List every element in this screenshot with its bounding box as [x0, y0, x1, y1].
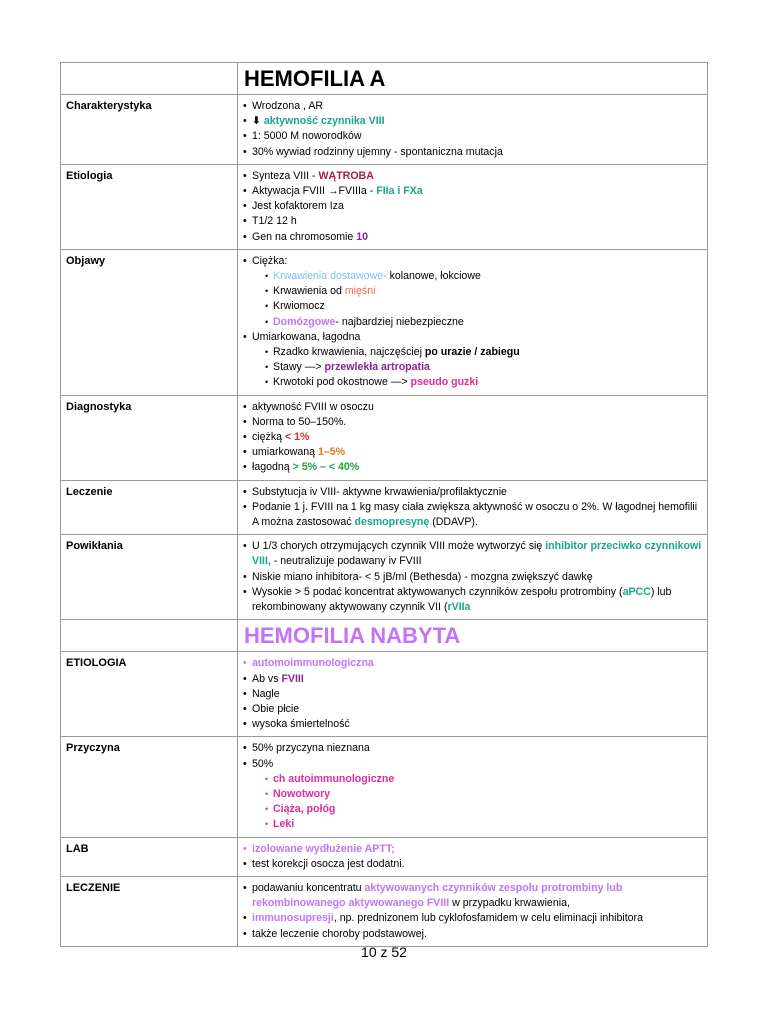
- text-segment: podawaniu koncentratu: [252, 881, 365, 894]
- list-item: [242, 500, 703, 530]
- text-segment: FVIII: [281, 672, 304, 685]
- text-segment: immunosupresji: [252, 912, 334, 925]
- title-empty-cell: [61, 620, 238, 652]
- row-label: Przyczyna: [61, 737, 238, 837]
- text-segment: - neutralizuje podawany iv FVIII: [270, 555, 422, 568]
- bullet-list: [242, 99, 703, 160]
- text-segment: Podanie 1 j. FVIII na 1 kg masy ciała zwiększa aktywność w osoczu o 2%. W łagodnej hemofilii A można zastosować: [252, 500, 698, 529]
- row-charakterystyka: [61, 95, 708, 165]
- sub-list-item: [242, 817, 703, 832]
- list-item: [242, 842, 703, 857]
- text-segment: wysoka śmiertelność: [252, 718, 350, 731]
- sub-list-item: [242, 375, 703, 390]
- text-segment: Krwiomocz: [273, 300, 325, 313]
- row-content: [238, 395, 708, 480]
- text-segment: pseudo guzki: [410, 376, 479, 389]
- text-segment: Jest kofaktorem Iza: [252, 200, 344, 213]
- list-item: [242, 911, 703, 926]
- title-row-b: [61, 620, 708, 652]
- row-content: [238, 249, 708, 395]
- bullet-list: [242, 881, 703, 942]
- text-segment: Krwawienia od: [273, 285, 345, 298]
- list-item: [242, 717, 703, 732]
- text-segment: < 1%: [284, 431, 310, 444]
- text-segment: umiarkowaną: [252, 446, 318, 459]
- text-segment: WĄTROBA: [318, 169, 374, 182]
- text-segment: 30% wywiad rodzinny ujemny - spontaniczna mutacja: [252, 145, 503, 158]
- text-segment: Domózgowe: [273, 315, 336, 328]
- text-segment: Norma to 50–150%.: [252, 415, 347, 428]
- sub-list-item: [242, 802, 703, 817]
- row-leczenie: [61, 480, 708, 535]
- text-segment: ⬇: [252, 115, 264, 128]
- text-segment: Ciąża, połóg: [273, 803, 336, 816]
- list-item: [242, 656, 703, 671]
- list-item: [242, 430, 703, 445]
- text-segment: 50%: [252, 757, 274, 770]
- list-item: [242, 114, 703, 129]
- list-item: [242, 702, 703, 717]
- row-label: Etiologia: [61, 164, 238, 249]
- text-segment: 1: 5000 M noworodków: [252, 130, 362, 143]
- text-segment: - najbardziej niebezpieczne: [335, 315, 464, 328]
- text-segment: Umiarkowana, łagodna: [252, 330, 361, 343]
- row-content: [238, 480, 708, 535]
- text-segment: FIIa i FXa: [376, 185, 423, 198]
- row-label: Objawy: [61, 249, 238, 395]
- text-segment: ch autoimmunologiczne: [273, 772, 395, 785]
- bullet-list: [242, 254, 703, 391]
- bullet-list: [242, 741, 703, 832]
- bullet-list: [242, 400, 703, 476]
- list-item: [242, 585, 703, 615]
- text-segment: automoimmunologiczna: [252, 657, 374, 670]
- list-item: [242, 129, 703, 144]
- text-segment: test korekcji osocza jest dodatni.: [252, 857, 405, 870]
- sub-list-item: [242, 299, 703, 314]
- text-segment: desmopresynę: [354, 516, 430, 529]
- text-segment: łagodną: [252, 461, 293, 474]
- list-item: [242, 230, 703, 245]
- list-item: [242, 199, 703, 214]
- list-item: [242, 570, 703, 585]
- list-item: [242, 927, 703, 942]
- text-segment: przewlekła artropatia: [324, 361, 430, 374]
- row-content: [238, 876, 708, 946]
- text-segment: 10: [356, 230, 369, 243]
- text-segment: po urazie / zabiegu: [424, 346, 520, 359]
- sub-list-item: [242, 345, 703, 360]
- text-segment: Nowotwory: [273, 787, 331, 800]
- row-label: LECZENIE: [61, 876, 238, 946]
- text-segment: Gen na chromosomie: [252, 230, 357, 243]
- title-empty-cell: [61, 63, 238, 95]
- row-etiologia: [61, 164, 708, 249]
- row-content: [238, 737, 708, 837]
- row-label: ETIOLOGIA: [61, 652, 238, 737]
- list-item: [242, 687, 703, 702]
- sub-list-item: [242, 315, 703, 330]
- text-segment: Nagle: [252, 687, 280, 700]
- text-segment: ciężką: [252, 431, 285, 444]
- text-segment: 1–5%: [317, 446, 346, 459]
- text-segment: także leczenie choroby podstawowej.: [252, 927, 427, 940]
- list-item: [242, 539, 703, 569]
- list-item: [242, 857, 703, 872]
- row-content: [238, 652, 708, 737]
- list-item: [242, 445, 703, 460]
- list-item: [242, 214, 703, 229]
- text-segment: Niskie miano inhibitora- < 5 jB/ml (Bethesda) - mozgna zwiększyć dawkę: [252, 570, 593, 583]
- sub-list-item: [242, 269, 703, 284]
- list-item: [242, 485, 703, 500]
- text-segment: Leki: [273, 818, 295, 831]
- text-segment: izolowane wydłużenie APTT;: [252, 842, 395, 855]
- text-segment: w przypadku krwawienia,: [449, 897, 570, 910]
- row-przyczyna: [61, 737, 708, 837]
- bullet-list: [242, 169, 703, 245]
- row-etiologia-nabyta: [61, 652, 708, 737]
- list-item: [242, 169, 703, 184]
- text-segment: kolanowe, łokciowe: [386, 270, 481, 283]
- row-label: Charakterystyka: [61, 95, 238, 165]
- text-segment: Wysokie > 5 podać koncentrat aktywowanych czynników zespołu protrombiny (: [252, 585, 623, 598]
- list-item: [242, 99, 703, 114]
- text-segment: Krwotoki pod okostnowe —>: [273, 376, 411, 389]
- list-item: [242, 400, 703, 415]
- row-content: [238, 535, 708, 620]
- title-row-a: [61, 63, 708, 95]
- section-title-hemofilia-a: HEMOFILIA A: [238, 63, 708, 95]
- list-item: [242, 145, 703, 160]
- text-segment: Stawy —>: [273, 361, 325, 374]
- text-segment: ) lub rekombinowany aktywowany czynnik VII (: [252, 585, 672, 614]
- bullet-list: [242, 485, 703, 531]
- row-label: Diagnostyka: [61, 395, 238, 480]
- text-segment: > 5% – < 40%: [292, 461, 360, 474]
- row-content: [238, 837, 708, 876]
- text-segment: Krwawienia dostawowe-: [273, 270, 387, 283]
- text-segment: T1/2 12 h: [252, 215, 297, 228]
- row-diagnostyka: [61, 395, 708, 480]
- row-label: LAB: [61, 837, 238, 876]
- text-segment: Synteza VIII -: [252, 169, 319, 182]
- text-segment: inhibitor przeciwko czynnikowi VIII,: [252, 540, 702, 568]
- list-item: [242, 184, 703, 199]
- row-label: Powikłania: [61, 535, 238, 620]
- list-item: [242, 741, 703, 756]
- text-segment: 50% przyczyna nieznana: [252, 742, 370, 755]
- row-label: Leczenie: [61, 480, 238, 535]
- list-item: [242, 254, 703, 269]
- row-content: [238, 164, 708, 249]
- text-segment: , np. prednizonem lub cyklofosfamidem w celu eliminacji inhibitora: [333, 912, 643, 925]
- text-segment: aktywność czynnika VIII: [263, 115, 385, 128]
- text-segment: mięśni: [344, 285, 376, 298]
- row-powiklania: [61, 535, 708, 620]
- sub-list-item: [242, 787, 703, 802]
- row-leczenie-nabyta: [61, 876, 708, 946]
- list-item: [242, 672, 703, 687]
- list-item: [242, 330, 703, 345]
- text-segment: rVIIa: [447, 601, 471, 614]
- sub-list-item: [242, 284, 703, 299]
- list-item: [242, 881, 703, 911]
- row-objawy: [61, 249, 708, 395]
- text-segment: Ab vs: [252, 672, 282, 685]
- text-segment: Ciężka:: [252, 254, 288, 267]
- sub-list-item: [242, 360, 703, 375]
- text-segment: Rzadko krwawienia, najczęściej: [273, 346, 425, 359]
- text-segment: U 1/3 chorych otrzymujących czynnik VIII może wytworzyć się: [252, 540, 546, 553]
- row-content: [238, 95, 708, 165]
- page-number: 10 z 52: [361, 944, 407, 960]
- row-lab: [61, 837, 708, 876]
- list-item: [242, 415, 703, 430]
- text-segment: Substytucja iv VIII- aktywne krwawienia/profilaktycznie: [252, 485, 507, 498]
- section-title-hemofilia-nabyta: HEMOFILIA NABYTA: [238, 620, 708, 652]
- bullet-list: [242, 842, 703, 872]
- list-item: [242, 757, 703, 772]
- sub-list-item: [242, 772, 703, 787]
- list-item: [242, 460, 703, 475]
- bullet-list: [242, 656, 703, 732]
- bullet-list: [242, 539, 703, 615]
- text-segment: aktywowanych czynników zespołu protrombiny lub rekombinowanego aktywowanego FVIII: [252, 881, 623, 910]
- text-segment: Aktywacja FVIII →FVIIIa -: [252, 185, 377, 198]
- text-segment: (DDAVP).: [429, 516, 478, 529]
- notes-table: [60, 62, 708, 947]
- text-segment: aktywność FVIII w osoczu: [252, 400, 374, 413]
- text-segment: Wrodzona , AR: [252, 100, 324, 112]
- text-segment: aPCC: [622, 585, 651, 598]
- text-segment: Obie płcie: [252, 702, 300, 715]
